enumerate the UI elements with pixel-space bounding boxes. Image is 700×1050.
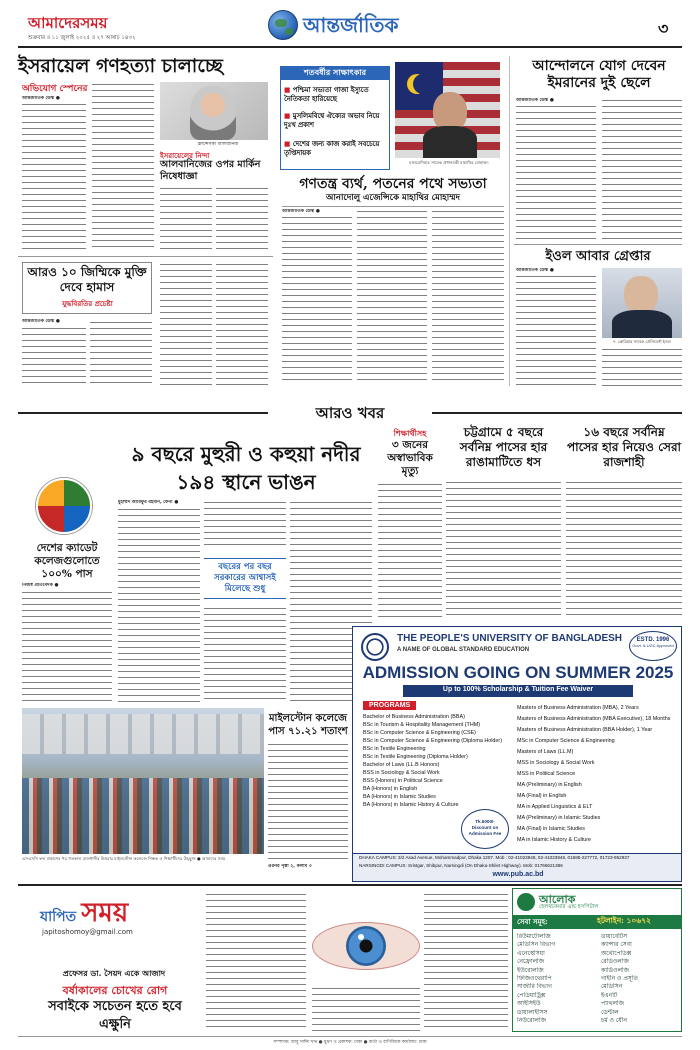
interview-bullet-1: ■ পশ্চিমা সভ্যতা গাজা ইস্যুতে নৈতিকতা হারিয়েছে (284, 86, 369, 103)
hamas-headline[interactable]: আরও ১০ জিম্মিকে মুক্তি দেবে হামাস (27, 265, 147, 294)
israel-sub-body-col1 (160, 186, 212, 252)
health-logo-main: সময় (81, 898, 129, 928)
date-line: শুক্রবার ॥ ১১ জুলাই ২০২৫ ॥ ২৭ আষাঢ় ১৪৩২ (28, 35, 136, 41)
hospital-service-item: ইউরোলজি (517, 966, 544, 974)
hospital-service-item: ডায়াবেটিস (601, 933, 628, 940)
hospital-hotline[interactable]: হটলাইন: ১০৬৭২ (597, 916, 651, 925)
program-item: MA (Preliminary) in English (517, 782, 582, 788)
hospital-service-item: মেডিসিন বিভাগ (517, 941, 556, 949)
header-rule (18, 46, 682, 48)
interview-bullet-2: ■ মুসলিমবিশ্বে ঐক্যের অভাব নিয়ে দুঃখ প্রকাশ (284, 112, 380, 129)
hospital-service-item: পেডিয়াট্রিক্স (517, 991, 546, 999)
eye-illustration (312, 912, 420, 980)
hospital-service-item: অর্থোপেডিক্স (601, 949, 632, 957)
health-body-col2 (312, 986, 420, 1032)
milestone-headline[interactable]: মাইলস্টোন কলেজে পাস ৭১.২১ শতাংশ (268, 713, 348, 737)
hospital-service-item: কার্ডিওলজি (601, 966, 630, 974)
health-headline-red[interactable]: বর্ষাকালের চোখের রোগ (62, 984, 168, 997)
health-body-col3 (424, 892, 508, 1032)
yoon-photo-caption: দ. কোরিয়ার সাবেক প্রেসিডেন্ট ইওল (613, 339, 671, 344)
interview-body-col3 (432, 209, 504, 385)
university-approval: Govt. & UGC Approved (632, 643, 674, 648)
river-byline: মুহাম্মদ আরিফুর রহমান, ফেনী ● (118, 500, 179, 505)
river-body-col1 (118, 507, 200, 702)
milestone-photo (22, 708, 264, 854)
dhaka-campus: DHAKA CAMPUS: 3/2 Asad Avenue, Mohammadpur, Dhaka 1207. Mob : 02-41023948, 02-41023946, 01685-227772, 01723-952937 (359, 855, 630, 860)
imran-body-col1 (516, 104, 596, 240)
program-item: MSc in Computer Science & Engineering (517, 738, 615, 744)
program-item: MA in Applied Linguistics & ELT (517, 804, 593, 810)
program-item: BA (Honors) in Islamic History & Culture (363, 802, 459, 808)
hamas-divider (18, 256, 273, 257)
cadet-emblem (36, 478, 92, 534)
hospital-service-item: নিউরোলজি (517, 1017, 546, 1025)
hospital-subtitle: হেলথকেয়ার এন্ড হসপিটাল (539, 904, 599, 910)
imran-body-col2 (602, 98, 682, 240)
health-logo-prefix: যাপিত (40, 909, 77, 925)
university-ad-headline: ADMISSION GOING ON SUMMER 2025 (362, 663, 674, 682)
interview-subhead: আনাদোলু এজেন্সিকে মাহাথির মোহাম্মদ (325, 193, 461, 203)
program-item: MA in Islamic History & Culture (517, 837, 591, 843)
hamas-byline: আন্তর্জাতিক ডেস্ক ● (22, 319, 60, 324)
river-body-col2 (204, 500, 286, 546)
narsingdi-campus: NARSINGDI CAMPUS: Sristgar, Shibpur, Narsingdi (On Dhaka-Shilet Highway). Mob: 01766621386 (359, 863, 563, 868)
cadet-headline[interactable]: দেশের ক্যাডেট কলেজগুলোতে ১০০% পাস (34, 542, 100, 580)
hospital-service-item: ইএনটি (601, 991, 618, 999)
program-item: Bachelor of Laws (LL.B Honors) (363, 762, 440, 768)
israel-sub-headline[interactable]: আলবানিজের ওপর মার্কিন নিষেধাজ্ঞা (160, 159, 261, 182)
hospital-service-item: গাইনি ও প্রসূতি (601, 975, 638, 983)
hospital-service-item: এনেস্থেসিয়া (517, 949, 545, 957)
israel-sub-kicker: ইসরায়েলের নিন্দা (160, 151, 210, 160)
imran-headline[interactable]: আন্দোলনে যোগ দেবেন ইমরানের দুই ছেলে (532, 58, 666, 91)
hospital-service-item: চর্ম ও যৌন (601, 1017, 627, 1025)
yoon-body-col1 (516, 274, 596, 386)
hospital-services-left (517, 933, 597, 1025)
hamas-body-col4 (216, 262, 268, 386)
interview-byline: আন্তর্জাতিক ডেস্ক ● (282, 209, 320, 214)
hospital-service-item: আইসিইউ (517, 1000, 541, 1008)
hospital-name: আলোক (539, 893, 576, 906)
program-item: Masters of Business Administration (BBA Holder), 1 Year (517, 727, 653, 733)
health-headline[interactable]: সবাইকে সচেতন হতে হবে এক্ষুনি (48, 999, 182, 1032)
fee-badge-text: Tk.5000/- Discount on Admission Fee (468, 819, 502, 836)
health-body-col1 (206, 892, 306, 1032)
health-email[interactable]: japitoshomoy@gmail.com (42, 928, 133, 936)
fee-badge (461, 809, 509, 849)
program-item: BSS in Sociology & Social Work (363, 770, 440, 776)
hamas-kicker: যুদ্ধবিরতির প্রচেষ্টা (62, 299, 113, 308)
imran-byline: আন্তর্জাতিক ডেস্ক ● (516, 98, 554, 103)
university-website[interactable]: www.pub.ac.bd (492, 871, 544, 878)
hospital-service-item: রিউমাটোলজি (517, 933, 551, 940)
hospital-services-label: সেবা সমূহ: (517, 917, 548, 926)
hospital-service-item: নেফ্রোলজি (517, 958, 545, 966)
hospital-service-item: প্যাথলজি (601, 1000, 624, 1008)
yoon-headline[interactable]: ইওল আবার গ্রেপ্তার (545, 249, 651, 264)
hospital-service-item: রেডিওলজি (601, 958, 629, 966)
hamas-body-col3 (160, 262, 212, 386)
university-estd: ESTD. 1996 (636, 637, 670, 643)
ctg-body (446, 480, 561, 618)
mahathir-photo-caption: মালয়েশিয়ার সাবেক প্রধানমন্ত্রী মাহাথির মোহাম্মদ (409, 160, 489, 165)
interview-body-col2 (357, 209, 427, 385)
hospital-service-item: ডেন্টাল (601, 1008, 619, 1016)
program-item: BSc in Tourism & Hospitality Management (THM) (363, 722, 481, 728)
interview-bullet-3: ■ দেশের জন্য কাজ করাই সবচেয়ে তৃপ্তিদায়ক (284, 140, 380, 157)
section-title[interactable]: আন্তর্জাতিক (303, 13, 399, 37)
hospital-service-item: ফিজিওথেরাপি (517, 975, 552, 983)
milestone-body (268, 742, 348, 862)
more-news-banner: আরও খবর (315, 404, 385, 422)
footer-rule (18, 1036, 682, 1037)
program-item: MA (Final) in Islamic Studies (517, 826, 586, 832)
more-news-rule-left (18, 412, 268, 414)
hospital-service-item: ক্যান্সার সেবা (601, 941, 632, 949)
right-col-divider (509, 56, 510, 386)
university-ad[interactable] (352, 626, 682, 882)
page-number: ৩ (658, 19, 669, 38)
river-body-col2b (204, 606, 286, 702)
students-body (378, 482, 442, 618)
yoon-byline: আন্তর্জাতিক ডেস্ক ● (516, 268, 554, 273)
program-item: BSc in Computer Science & Engineering (Diploma Holder) (363, 738, 503, 744)
program-item: MA (Final) in English (517, 793, 567, 799)
program-item: MSS in Sociology & Social Work (517, 760, 595, 766)
university-estd-badge (629, 631, 677, 661)
program-item: Masters of Laws (LL.M) (517, 749, 574, 755)
program-item: Bachelor of Business Administration (BBA) (363, 714, 465, 720)
milestone-photo-caption: এসএসসি ফল প্রকাশের পর গতকাল রাজধানীর উত্তরার মাইলস্টোন কলেজে শিক্ষক ও শিক্ষার্থীদের উচ্ছ্বাস ● আমাদের সময় (22, 856, 226, 861)
israel-byline: আন্তর্জাতিক ডেস্ক ● (22, 96, 60, 101)
raj-headline[interactable]: ১৬ বছরে সর্বনিম্ন পাসের হার নিয়েও সেরা রাজশাহী (566, 425, 682, 469)
university-logo-icon (361, 633, 389, 661)
students-headline[interactable]: ৩ জনের অস্বাভাবিক মৃত্যু (387, 439, 433, 477)
israel-body-col2 (92, 82, 154, 252)
raj-body (566, 480, 682, 618)
yoon-body-col2 (602, 347, 682, 386)
israel-body-col1 (22, 102, 86, 252)
ctg-headline[interactable]: চট্টগ্রামে ৫ বছরে সর্বনিম্ন পাসের হার রাঙামাটিতে ধস (459, 425, 548, 469)
interview-subhead-rule (282, 206, 504, 207)
interview-headline[interactable]: গণতন্ত্র ব্যর্থ, পতনের পথে সভ্যতা (299, 176, 487, 192)
program-item: Masters of Business Administration (MBA Executive), 18 Months (517, 716, 671, 722)
programs-right-list (517, 703, 677, 846)
cadet-byline: নিজস্ব প্রতিবেদক ● (22, 583, 59, 588)
israel-headline[interactable]: ইসরায়েল গণহত্যা চালাচ্ছে (18, 55, 223, 77)
mahathir-photo (395, 62, 500, 158)
footer-imprint: সম্পাদক: আবু সাঈদ খান ● মুদ্রণ ও প্রকাশক: ঢাকা ● বার্তা ও বাণিজ্যিক কার্যালয়: ঢাকা (273, 1040, 427, 1045)
hospital-service-item: ডায়ালাইসিস (517, 1008, 548, 1016)
hospital-ad[interactable] (512, 888, 682, 1032)
program-item: Masters of Business Administration (MBA), 2 Years (517, 705, 639, 711)
health-logo[interactable] (40, 892, 180, 932)
program-item: BSc in Textile Engineering (363, 746, 426, 752)
university-waiver: Up to 100% Scholarship & Tuition Fee Waiver (442, 686, 594, 693)
program-item: MSS in Political Science (517, 771, 576, 777)
health-author: প্রফেসর ডা. সৈয়দ একে আজাদ (62, 968, 166, 978)
hospital-service-item: সার্জারি বিভাগ (517, 983, 552, 991)
newspaper-logo[interactable]: আমাদেরসময় (28, 14, 108, 32)
program-item: BA (Honors) in Islamic Studies (363, 794, 436, 800)
globe-icon (268, 10, 298, 40)
interview-body-col1 (282, 215, 352, 385)
university-name: THE PEOPLE'S UNIVERSITY OF BANGLADESH (397, 633, 622, 644)
yoon-photo (602, 268, 682, 338)
health-section-rule (18, 884, 682, 886)
programs-left-list (363, 713, 513, 809)
university-tagline: A NAME OF GLOBAL STANDARD EDUCATION (397, 647, 530, 653)
program-item: BSc in Computer Science & Engineering (CSE) (363, 730, 476, 736)
students-kicker: শিক্ষার্থীসহ (393, 428, 427, 438)
program-item: BA (Honors) in English (363, 786, 418, 792)
albanese-photo-caption: ফ্রান্সেসকা আলবানিজ (197, 142, 239, 147)
albanese-photo (160, 82, 268, 140)
hamas-body-col1 (22, 326, 86, 386)
yoon-divider (514, 244, 682, 245)
continued-note: এরপর পৃষ্ঠা ২, কলাম ৩ (268, 864, 312, 869)
more-news-rule-right (432, 412, 682, 414)
hospital-service-item: মেডিসিন (601, 983, 623, 991)
program-item: BSS (Honors) in Political Science (363, 778, 443, 784)
programs-label: PROGRAMS (363, 701, 416, 710)
page-header (18, 8, 682, 44)
program-item: BSc in Textile Engineering (Diploma Holder) (363, 754, 468, 760)
hospital-services-right (601, 933, 681, 1025)
hamas-body-col2 (90, 320, 152, 386)
israel-kicker: অভিযোগ স্পেনের (22, 84, 88, 94)
hospital-logo-icon (517, 893, 535, 911)
program-item: MA (Preliminary) in Islamic Studies (517, 815, 601, 821)
israel-sub-body-col2 (216, 186, 268, 252)
river-headline[interactable]: ৯ বছরে মুহুরী ও কহুয়া নদীর ১৯৪ স্থানে ভাঙন (131, 442, 361, 494)
interview-box-title-text: শতবর্ষীর সাক্ষাৎকার (303, 67, 367, 77)
river-pull-quote: বছরের পর বছর সরকারের আশ্বাসই মিলেছে শুধু (204, 558, 286, 599)
cadet-body (22, 590, 112, 702)
